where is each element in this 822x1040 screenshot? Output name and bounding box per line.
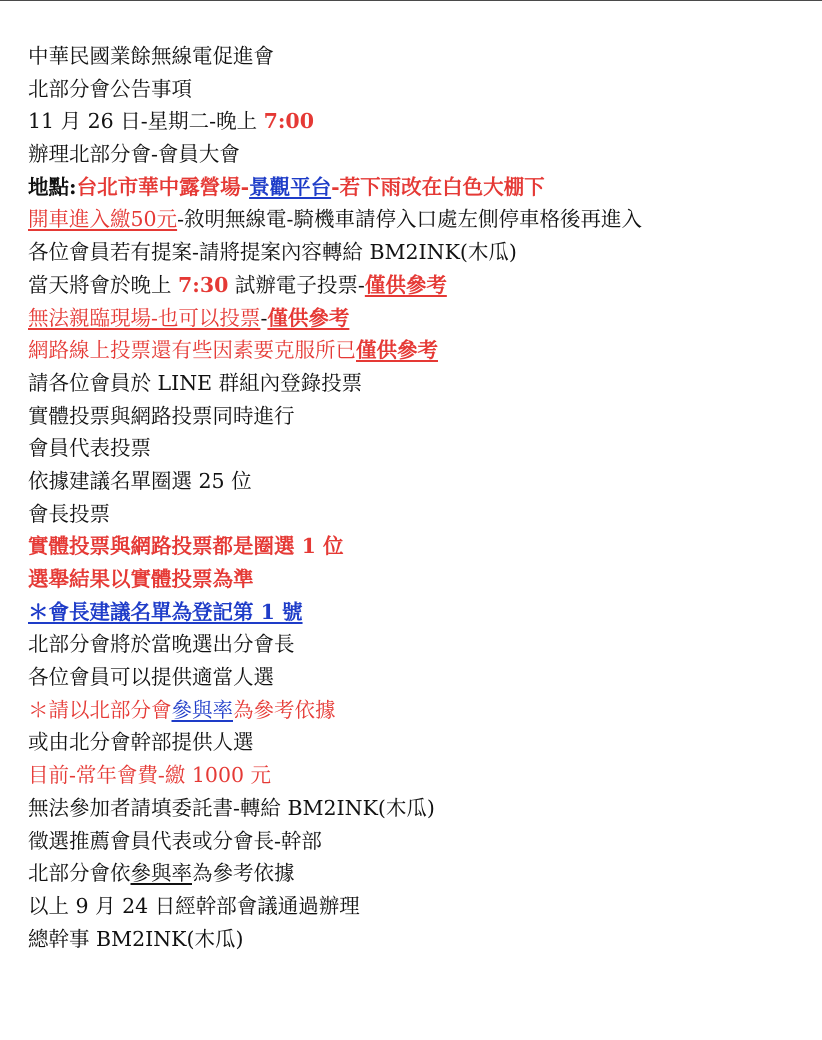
text-segment: 11 月 26 日-星期二-晚上: [28, 109, 264, 134]
announcement-line: [28, 465, 808, 498]
text-segment: 試辦電子投票-: [228, 272, 365, 297]
announcement-document: [28, 40, 808, 955]
text-segment: 辦理北部分會-會員大會: [28, 142, 240, 167]
text-segment: 以上 9 月 24 日經幹部會議通過辦理: [28, 893, 360, 918]
text-segment: 北部分會依: [28, 861, 131, 886]
announcement-line: [28, 498, 808, 531]
text-segment: 台北市華中露營場-: [76, 174, 250, 199]
text-segment: 僅供參考: [267, 305, 350, 330]
text-segment: -: [260, 305, 268, 330]
announcement-line: [28, 530, 808, 563]
announcement-line: [28, 73, 808, 106]
text-segment: 總幹事 BM2INK(木瓜): [28, 926, 244, 951]
announcement-line: [28, 203, 808, 236]
text-segment: 依據建議名單圈選 25 位: [28, 468, 252, 493]
announcement-line: [28, 661, 808, 694]
text-segment: 請各位會員於 LINE 群組內登錄投票: [28, 370, 363, 395]
text-segment: 實體投票與網路投票都是圈選 1 位: [28, 534, 344, 559]
announcement-line: [28, 302, 808, 335]
announcement-line: [28, 792, 808, 825]
text-segment: 無法參加者請填委託書-轉給 BM2INK(木瓜): [28, 795, 435, 820]
text-segment: 網路線上投票還有些因素要克服所已: [28, 338, 356, 363]
announcement-line: [28, 563, 808, 596]
announcement-line: [28, 857, 808, 890]
text-segment: 選舉結果以實體投票為準: [28, 567, 254, 591]
announcement-line: [28, 171, 808, 204]
text-segment: 開車進入繳50元: [28, 207, 178, 232]
announcement-line: [28, 825, 808, 858]
announcement-line: [28, 138, 808, 171]
announcement-line: [28, 726, 808, 759]
text-segment: ＊請以北部分會: [28, 697, 172, 722]
text-segment: 北部分會將於當晚選出分會長: [28, 632, 295, 657]
text-segment: -若下雨改在白色大棚下: [331, 174, 545, 199]
announcement-line: [28, 432, 808, 465]
announcement-line: [28, 923, 808, 956]
announcement-line: [28, 105, 808, 138]
announcement-line: [28, 694, 808, 727]
announcement-line: [28, 628, 808, 661]
announcement-line: [28, 367, 808, 400]
text-segment: 實體投票與網路投票同時進行: [28, 403, 295, 428]
announcement-line: [28, 596, 808, 629]
text-segment: 各位會員若有提案-請將提案內容轉給 BM2INK(木瓜): [28, 240, 517, 265]
announcement-line: [28, 759, 808, 792]
text-segment: 景觀平台: [249, 174, 332, 199]
announcement-line: [28, 334, 808, 367]
text-segment: 會員代表投票: [28, 436, 151, 461]
text-segment: 中華民國業餘無線電促進會: [28, 44, 274, 68]
text-segment: 7:30: [178, 272, 229, 297]
text-segment: 各位會員可以提供適當人選: [28, 665, 274, 690]
text-segment: 或由北分會幹部提供人選: [28, 730, 254, 755]
announcement-line: [28, 236, 808, 269]
text-segment: 7:00: [263, 109, 314, 134]
text-segment: ＊會長建議名單為登記第 1 號: [28, 599, 303, 624]
text-segment: 僅供參考: [356, 338, 438, 363]
text-segment: 參與率: [130, 861, 192, 886]
announcement-line: [28, 400, 808, 433]
top-border: [0, 0, 822, 1]
text-segment: 會長投票: [28, 501, 110, 526]
text-segment: 為參考依據: [233, 697, 336, 722]
announcement-line: [28, 890, 808, 923]
text-segment: 徵選推薦會員代表或分會長-幹部: [28, 828, 322, 853]
text-segment: 為參考依據: [192, 861, 295, 886]
text-segment: 無法親臨現場-也可以投票: [28, 305, 261, 330]
text-segment: 地點:: [28, 174, 77, 199]
text-segment: -敘明無線電-騎機車請停入口處左側停車格後再進入: [177, 207, 642, 232]
text-segment: 僅供參考: [364, 272, 447, 297]
text-segment: 參與率: [171, 697, 233, 722]
text-segment: 目前-常年會費-繳 1000 元: [28, 763, 272, 788]
announcement-line: [28, 40, 808, 73]
text-segment: 當天將會於晚上: [28, 272, 179, 297]
announcement-line: [28, 269, 808, 302]
text-segment: 北部分會公告事項: [28, 76, 192, 101]
